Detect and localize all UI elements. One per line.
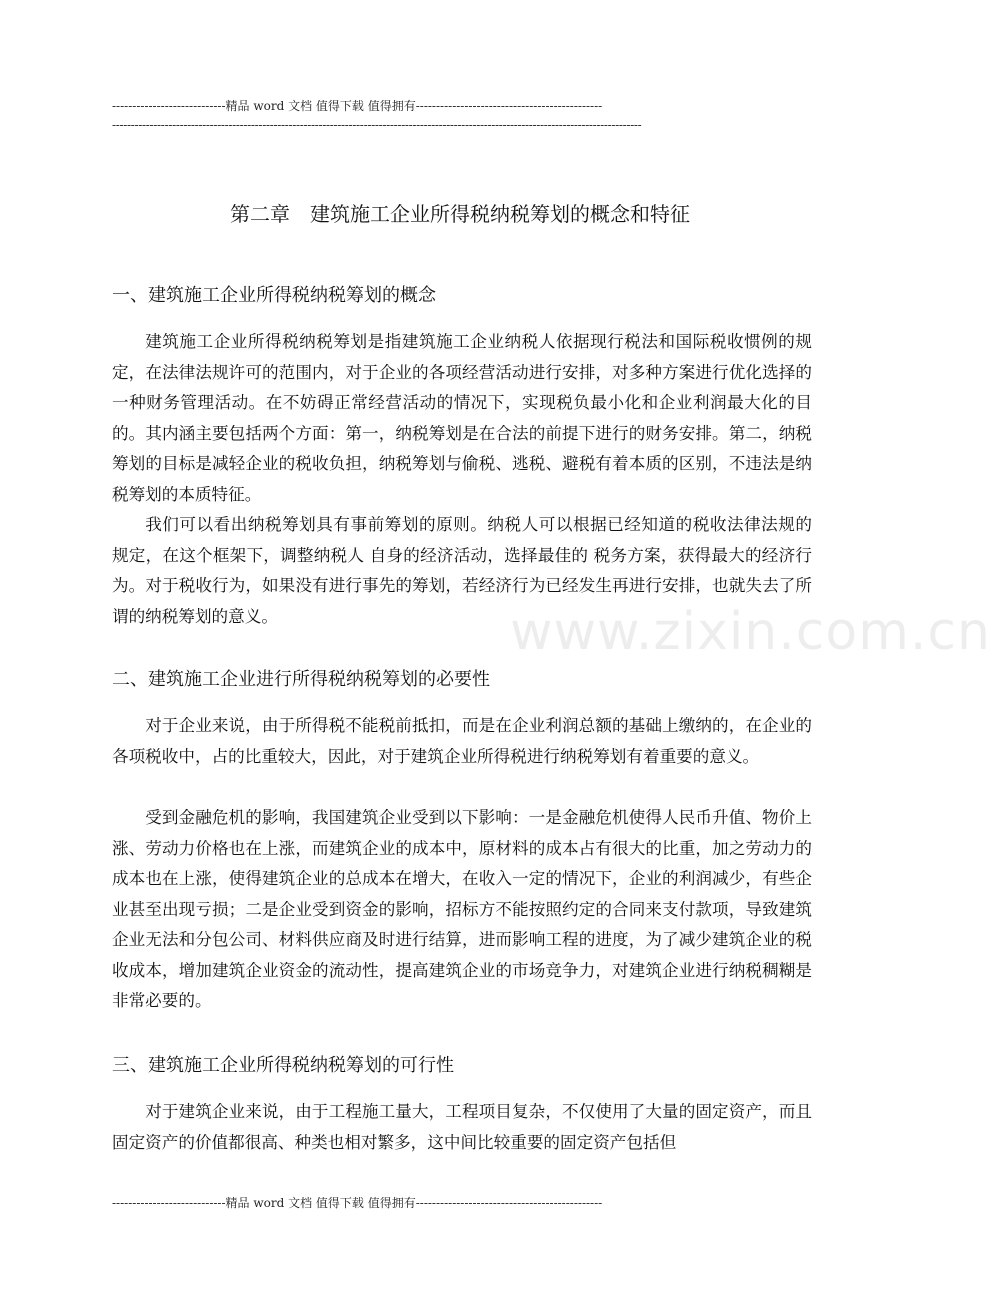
section-1-paragraph-1: 建筑施工企业所得税纳税筹划是指建筑施工企业纳税人依据现行税法和国际税收惯例的规定，在法律法规许可的范围内，对于企业的各项经营活动进行安排，对多种方案进行优化选择的一种财务管理活动。在不妨碍正常经营活动的情况下，实现税负最小化和企业利润最大化的目的。其内涵主要包括两个方面：第一，纳税筹划是在合法的前提下进行的财务安排。第二，纳税筹划的目标是减轻企业的税收负担，纳税筹划与偷税、逃税、避税有着本质的区别，不违法是纳税筹划的本质特征。 — [112, 332, 812, 504]
page-header-banner: ----------------------------精品 word 文档 值得下载 值得拥有---------------------------------------------- — [112, 99, 603, 113]
section-1-paragraph-2: 我们可以看出纳税筹划具有事前筹划的原则。纳税人可以根据已经知道的税收法律法规的 规定，在这个框架下，调整纳税人 自身的经济活动，选择最佳的 税务方案，获得最大的经济行为。对于税收行为，如果没有进行事先的筹划，若经济行为已经发生再进行安排，也就失去了所 谓的纳税筹划的意义。 — [112, 515, 812, 626]
watermark: www.zixin.com.cn — [510, 602, 991, 662]
section-2-heading: 二、建筑施工企业进行所得税纳税筹划的必要性 — [112, 669, 490, 690]
section-3-paragraph-1: 对于建筑企业来说，由于工程施工量大，工程项目复杂，不仅使用了大量的固定资产，而且固定资产的价值都很高、种类也相对繁多，这中间比较重要的固定资产包括但 — [112, 1102, 812, 1152]
page-footer-banner: ----------------------------精品 word 文档 值得下载 值得拥有---------------------------------------------- — [112, 1196, 603, 1210]
section-2-paragraph-2: 受到金融危机的影响，我国建筑企业受到以下影响：一是金融危机使得人民币升值、物价上涨、劳动力价格也在上涨，而建筑企业的成本中，原材料的成本占有很大的比重，加之劳动力的成本也在上涨，使得建筑企业的总成本在增大，在收入一定的情况下，企业的利润减少，有些企业甚至出现亏损；二是企业受到资金的影响，招标方不能按照约定的合同来支付款项，导致建筑企业无法和分包公司、材料供应商及时进行结算，进而影响工程的进度，为了减少建筑企业的税收成本，增加建筑企业资金的流动性，提高建筑企业的市场竞争力，对建筑企业进行纳税稠糊是非常必要的。 — [112, 808, 812, 1010]
section-3-heading: 三、建筑施工企业所得税纳税筹划的可行性 — [112, 1055, 454, 1076]
section-2-paragraph-1: 对于企业来说，由于所得税不能税前抵扣，而是在企业利润总额的基础上缴纳的，在企业的各项税收中，占的比重较大，因此，对于建筑企业所得税进行纳税筹划有着重要的意义。 — [112, 716, 812, 766]
chapter-title: 第二章 建筑施工企业所得税纳税筹划的概念和特征 — [230, 202, 690, 226]
page-header-rule: --------------------------------------------------------------------------------------------------------------------------------------------- — [112, 118, 642, 132]
section-1-heading: 一、建筑施工企业所得税纳税筹划的概念 — [112, 285, 436, 306]
